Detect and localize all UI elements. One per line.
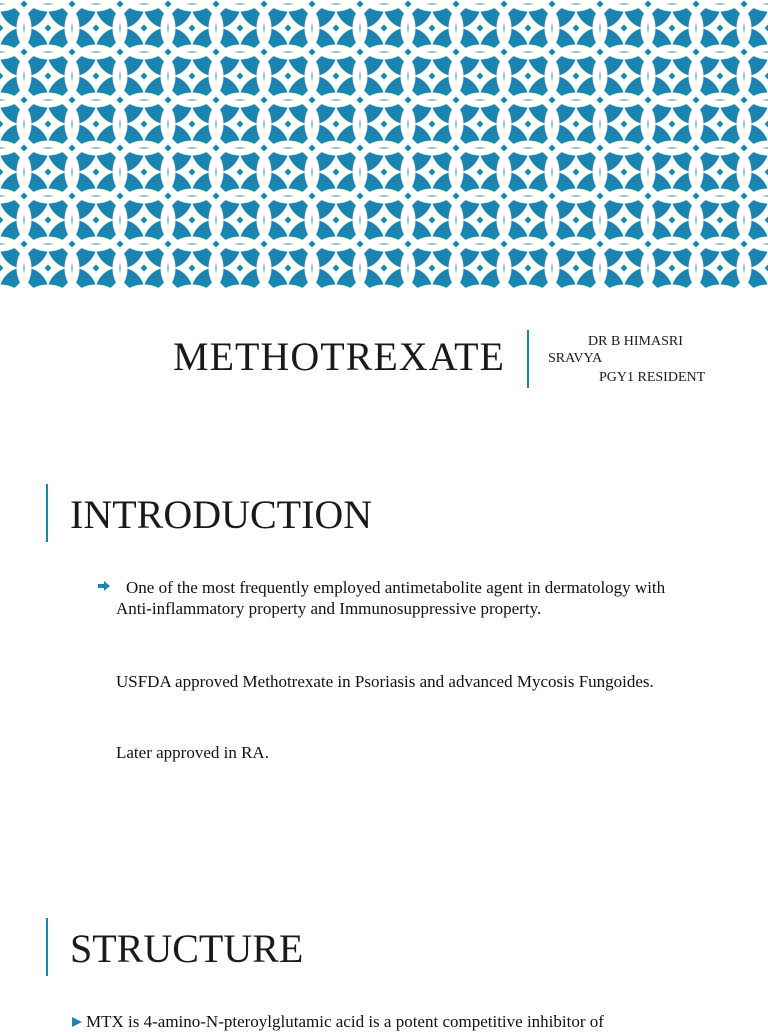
structure-accent-bar bbox=[46, 918, 48, 976]
author-designation: PGY1 RESIDENT bbox=[599, 370, 706, 385]
introduction-heading: INTRODUCTION bbox=[70, 492, 373, 537]
triangle-bullet-icon bbox=[70, 1015, 84, 1029]
introduction-accent-bar bbox=[46, 484, 48, 542]
structure-heading: STRUCTURE bbox=[70, 926, 304, 971]
decorative-banner bbox=[0, 0, 768, 288]
title-divider bbox=[527, 330, 529, 388]
structure-point-1: MTX is 4-amino-N-pteroylglutamic acid is a potent competitive inhibitor of bbox=[86, 1012, 604, 1031]
introduction-point-1 bbox=[116, 577, 676, 619]
introduction-point-3: Later approved in RA. bbox=[116, 743, 269, 762]
arrow-right-icon bbox=[97, 579, 111, 593]
presentation-title: METHOTREXATE bbox=[173, 334, 505, 379]
banner-ring-pattern bbox=[0, 0, 768, 288]
author-name-line-1: DR B HIMASRI bbox=[588, 334, 683, 349]
introduction-point-2: USFDA approved Methotrexate in Psoriasis and advanced Mycosis Fungoides. bbox=[116, 672, 654, 691]
author-name-line-2: SRAVYA bbox=[548, 351, 603, 366]
introduction-point-1-text: One of the most frequently employed antimetabolite agent in dermatology with Anti-inflammatory property and Immunosuppressive property. bbox=[116, 578, 666, 618]
